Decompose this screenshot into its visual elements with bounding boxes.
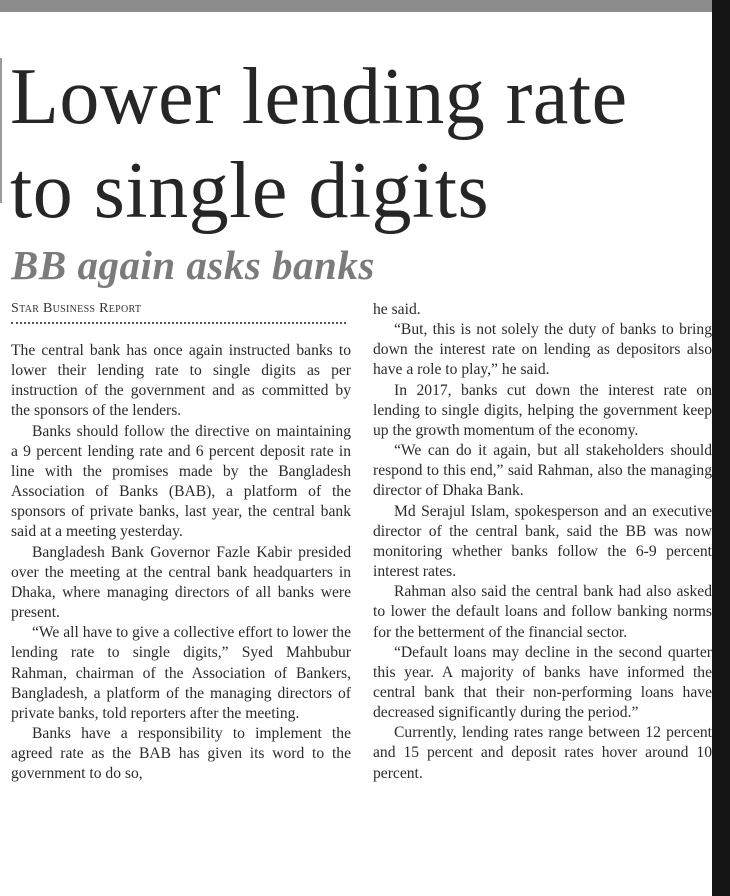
headline-line-1: Lower lending rate bbox=[10, 53, 628, 141]
paragraph: The central bank has once again instructed banks to lower their lending rate to single digits as per instruction of the government and as committed by the sponsors of the lenders. bbox=[11, 342, 351, 420]
byline-divider bbox=[11, 322, 346, 324]
paragraph: he said. bbox=[373, 301, 421, 318]
subheadline: BB again asks banks bbox=[11, 242, 375, 288]
article-column-right bbox=[373, 300, 712, 784]
paragraph: “We all have to give a collective effort to lower the lending rate to single digits,” Syed Mahbubur Rahman, chairman of the Association of Bankers, Bangladesh, a platform of the managing directors of private banks, told reporters after the meeting. bbox=[11, 624, 351, 722]
paragraph: “Default loans may decline in the second quarter this year. A majority of banks have informed the central bank that their non-performing loans have decreased significantly during the period.” bbox=[373, 643, 712, 722]
paragraph: In 2017, banks cut down the interest rate on lending to single digits, helping the government keep up the growth momentum of the economy. bbox=[373, 381, 712, 439]
paragraph: Currently, lending rates range between 12 percent and 15 percent and deposit rates hover around 10 percent. bbox=[373, 724, 712, 782]
paragraph: Md Serajul Islam, spokesperson and an executive director of the central bank, said the BB was now monitoring whether banks follow the 6-9 percent interest rates. bbox=[373, 502, 712, 581]
byline: Star Business Report bbox=[11, 301, 142, 316]
paragraph: Banks have a responsibility to implement the agreed rate as the BAB has given its word to the government to do so, bbox=[11, 724, 351, 783]
paragraph: “We can do it again, but all stakeholders should respond to this end,” said Rahman, also the managing director of Dhaka Bank. bbox=[373, 442, 712, 500]
paragraph: “But, this is not solely the duty of banks to bring down the interest rate on lending as depositors also have a role to play,” he said. bbox=[373, 321, 712, 379]
paragraph: Rahman also said the central bank had also asked to lower the default loans and follow banking norms for the betterment of the financial sector. bbox=[373, 583, 712, 641]
headline bbox=[10, 50, 720, 238]
left-rule bbox=[0, 58, 2, 203]
article-column-left bbox=[11, 341, 351, 784]
paragraph: Banks should follow the directive on maintaining a 9 percent lending rate and 6 percent deposit rate in line with the promises made by the Bangladesh Association of Banks (BAB), a platform of the sponsors of private banks, last year, the central bank said at a meeting yesterday. bbox=[11, 422, 351, 541]
headline-line-2: to single digits bbox=[10, 147, 490, 235]
top-rule bbox=[0, 0, 712, 12]
paragraph: Bangladesh Bank Governor Fazle Kabir presided over the meeting at the central bank headquarters in Dhaka, where managing directors of all banks were present. bbox=[11, 543, 351, 622]
